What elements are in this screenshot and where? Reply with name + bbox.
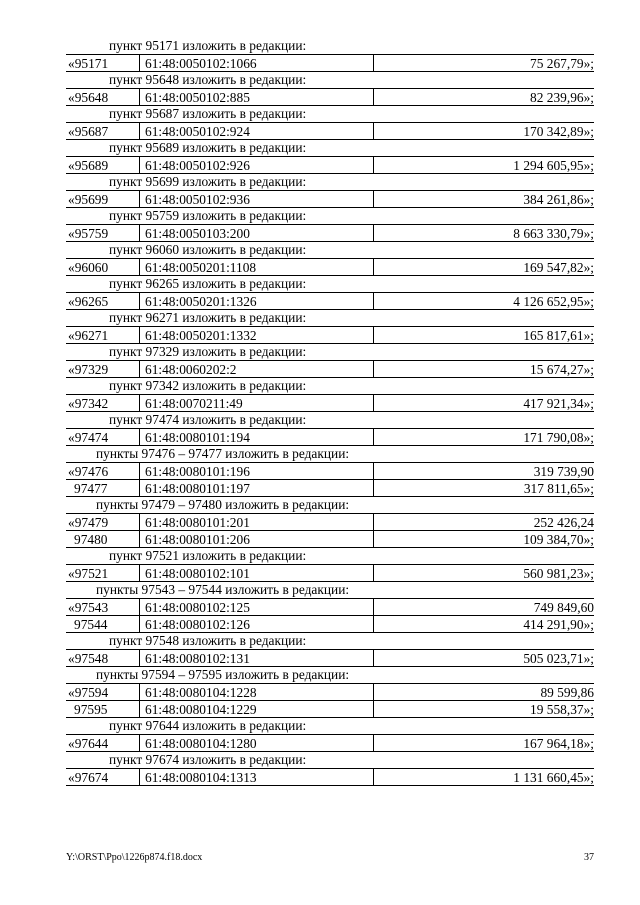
table-row: [66, 701, 594, 718]
item-number-cell: «95759: [66, 225, 140, 241]
table-row: [66, 360, 594, 378]
cadastral-number-cell: 61:48:0080102:125: [140, 599, 374, 615]
item-number-cell: «95171: [66, 55, 140, 71]
item-number-cell: «96265: [66, 293, 140, 309]
value-cell: 170 342,89»;: [523, 124, 594, 139]
cadastral-number-cell: 61:48:0080102:101: [140, 565, 374, 581]
value-cell: 319 739,90: [533, 464, 594, 479]
table-row: [66, 616, 594, 633]
table-row: [66, 326, 594, 344]
amendment-heading: пункт 96271 изложить в редакции:: [109, 310, 307, 325]
table-row: [66, 513, 594, 531]
table-row: [66, 122, 594, 140]
value-cell: 749 849,60: [533, 600, 594, 615]
amendment-heading: пункт 95687 изложить в редакции:: [109, 106, 307, 121]
amendment-heading: пункт 95699 изложить в редакции:: [109, 174, 307, 189]
item-number-cell: «97543: [66, 599, 140, 615]
cadastral-number-cell: 61:48:0050201:1332: [140, 327, 374, 343]
table-row: [66, 768, 594, 786]
value-cell: 82 239,96»;: [530, 90, 594, 105]
cadastral-number-cell: 61:48:0080104:1229: [140, 701, 374, 717]
value-cell: 505 023,71»;: [523, 651, 594, 666]
cadastral-number-cell: 61:48:0060202:2: [140, 361, 374, 377]
table-row: [66, 54, 594, 72]
table-row: [66, 649, 594, 667]
cadastral-number-cell: 61:48:0050102:1066: [140, 55, 374, 71]
cadastral-number-cell: 61:48:0080104:1313: [140, 769, 374, 785]
cadastral-number-cell: 61:48:0080101:206: [140, 531, 374, 547]
page-number: 37: [584, 852, 594, 863]
document-body: [66, 38, 594, 786]
item-number-cell: «97521: [66, 565, 140, 581]
value-cell: 384 261,86»;: [523, 192, 594, 207]
cadastral-number-cell: 61:48:0080102:126: [140, 616, 374, 632]
value-cell: 414 291,90»;: [523, 617, 594, 632]
item-number-cell: «96060: [66, 259, 140, 275]
cadastral-number-cell: 61:48:0080101:196: [140, 463, 374, 479]
cadastral-number-cell: 61:48:0050102:926: [140, 157, 374, 173]
value-cell: 167 964,18»;: [523, 736, 594, 751]
amendment-heading: пункт 97644 изложить в редакции:: [109, 718, 307, 733]
item-number-cell: «97329: [66, 361, 140, 377]
table-row: [66, 462, 594, 480]
item-number-cell: «97342: [66, 395, 140, 411]
item-number-cell: «97674: [66, 769, 140, 785]
table-row: [66, 156, 594, 174]
value-cell: 109 384,70»;: [523, 532, 594, 547]
item-number-cell: «97594: [66, 684, 140, 700]
item-number-cell: 97477: [66, 480, 140, 496]
value-cell: 317 811,65»;: [523, 481, 594, 496]
value-cell: 560 981,23»;: [523, 566, 594, 581]
table-row: [66, 480, 594, 497]
amendment-heading: пункт 96060 изложить в редакции:: [109, 242, 307, 257]
value-cell: 171 790,08»;: [523, 430, 594, 445]
table-row: [66, 564, 594, 582]
item-number-cell: «96271: [66, 327, 140, 343]
amendment-heading: пункт 97521 изложить в редакции:: [109, 548, 307, 563]
cadastral-number-cell: 61:48:0080101:201: [140, 514, 374, 530]
table-row: [66, 258, 594, 276]
value-cell: 8 663 330,79»;: [513, 226, 594, 241]
cadastral-number-cell: 61:48:0080102:131: [140, 650, 374, 666]
item-number-cell: «97474: [66, 429, 140, 445]
value-cell: 19 558,37»;: [530, 702, 594, 717]
value-cell: 252 426,24: [533, 515, 594, 530]
cadastral-number-cell: 61:48:0050103:200: [140, 225, 374, 241]
item-number-cell: «95699: [66, 191, 140, 207]
value-cell: 1 131 660,45»;: [513, 770, 594, 785]
amendment-heading: пункты 97479 – 97480 изложить в редакции:: [96, 497, 350, 512]
value-cell: 75 267,79»;: [530, 56, 594, 71]
cadastral-number-cell: 61:48:0080101:197: [140, 480, 374, 496]
amendment-heading: пункт 97474 изложить в редакции:: [109, 412, 307, 427]
item-number-cell: «97476: [66, 463, 140, 479]
table-row: [66, 683, 594, 701]
cadastral-number-cell: 61:48:0050102:936: [140, 191, 374, 207]
footer-file-path: Y:\ORST\Ppo\1226p874.f18.docx: [66, 852, 203, 863]
amendment-heading: пункты 97543 – 97544 изложить в редакции:: [96, 582, 350, 597]
table-row: [66, 292, 594, 310]
amendment-heading: пункт 95648 изложить в редакции:: [109, 72, 307, 87]
table-row: [66, 224, 594, 242]
table-row: [66, 394, 594, 412]
amendment-heading: пункт 95689 изложить в редакции:: [109, 140, 307, 155]
item-number-cell: «95687: [66, 123, 140, 139]
amendment-heading: пункт 96265 изложить в редакции:: [109, 276, 307, 291]
cadastral-number-cell: 61:48:0070211:49: [140, 395, 374, 411]
table-row: [66, 598, 594, 616]
amendment-heading: пункты 97594 – 97595 изложить в редакции:: [96, 667, 350, 682]
amendment-heading: пункты 97476 – 97477 изложить в редакции:: [96, 446, 350, 461]
value-cell: 89 599,86: [540, 685, 594, 700]
cadastral-number-cell: 61:48:0080104:1228: [140, 684, 374, 700]
page-footer: [66, 852, 594, 863]
value-cell: 169 547,82»;: [523, 260, 594, 275]
amendment-heading: пункт 97342 изложить в редакции:: [109, 378, 307, 393]
item-number-cell: 97480: [66, 531, 140, 547]
item-number-cell: 97595: [66, 701, 140, 717]
table-row: [66, 531, 594, 548]
item-number-cell: «97548: [66, 650, 140, 666]
value-cell: 417 921,34»;: [523, 396, 594, 411]
amendment-heading: пункт 97329 изложить в редакции:: [109, 344, 307, 359]
amendment-heading: пункт 95759 изложить в редакции:: [109, 208, 307, 223]
item-number-cell: «95648: [66, 89, 140, 105]
amendment-heading: пункт 97674 изложить в редакции:: [109, 752, 307, 767]
cadastral-number-cell: 61:48:0050201:1108: [140, 259, 374, 275]
cadastral-number-cell: 61:48:0080101:194: [140, 429, 374, 445]
value-cell: 4 126 652,95»;: [513, 294, 594, 309]
item-number-cell: «97479: [66, 514, 140, 530]
item-number-cell: «95689: [66, 157, 140, 173]
table-row: [66, 734, 594, 752]
item-number-cell: «97644: [66, 735, 140, 751]
cadastral-number-cell: 61:48:0080104:1280: [140, 735, 374, 751]
table-row: [66, 88, 594, 106]
value-cell: 1 294 605,95»;: [513, 158, 594, 173]
cadastral-number-cell: 61:48:0050102:885: [140, 89, 374, 105]
cadastral-number-cell: 61:48:0050102:924: [140, 123, 374, 139]
cadastral-number-cell: 61:48:0050201:1326: [140, 293, 374, 309]
value-cell: 15 674,27»;: [530, 362, 594, 377]
table-row: [66, 428, 594, 446]
item-number-cell: 97544: [66, 616, 140, 632]
amendment-heading: пункт 97548 изложить в редакции:: [109, 633, 307, 648]
amendment-heading: пункт 95171 изложить в редакции:: [109, 38, 307, 53]
value-cell: 165 817,61»;: [523, 328, 594, 343]
table-row: [66, 190, 594, 208]
